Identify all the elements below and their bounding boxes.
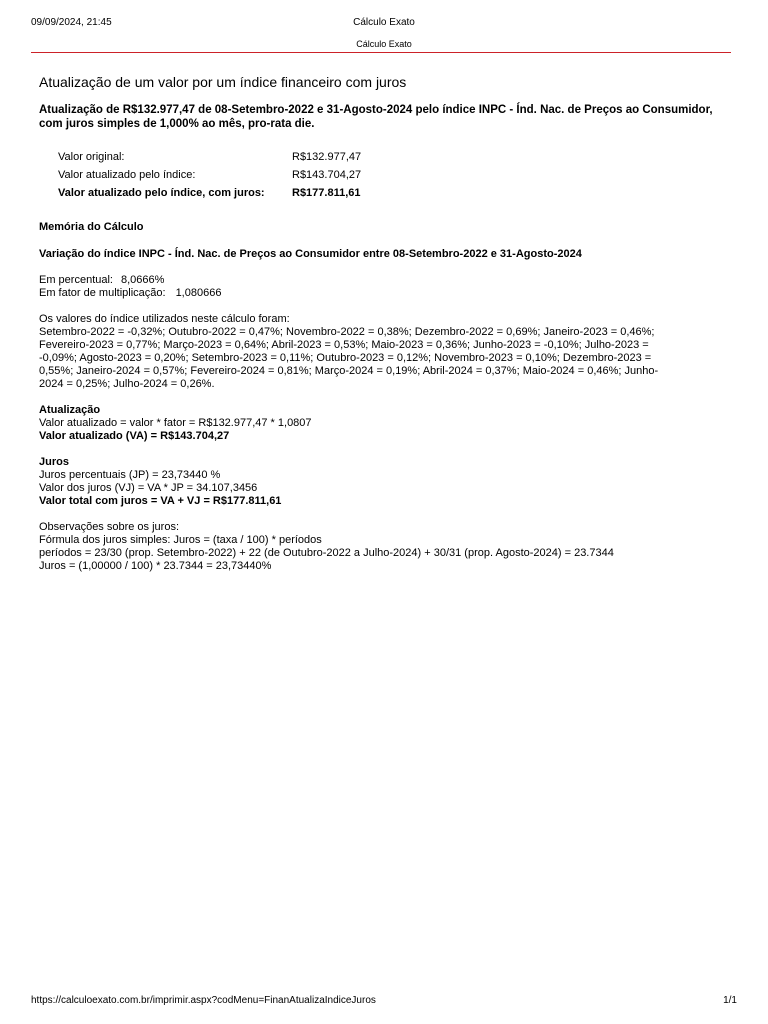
page-title: Atualização de um valor por um índice financeiro com juros xyxy=(39,74,407,90)
observacoes-line: períodos = 23/30 (prop. Setembro-2022) + 22 (de Outubro-2022 a Julho-2024) + 30/31 (prop. Agosto-2024) = 23.7344 xyxy=(39,547,614,559)
atualizacao-line: Valor atualizado = valor * fator = R$132.977,47 * 1,0807 xyxy=(39,417,312,429)
multiplier-value: 1,080666 xyxy=(175,287,222,299)
summary-label: Valor original: xyxy=(58,151,125,163)
juros-line: Juros percentuais (JP) = 23,73440 % xyxy=(39,469,221,481)
juros-line: Valor dos juros (VJ) = VA * JP = 34.107,3456 xyxy=(39,482,258,494)
juros-block xyxy=(39,456,729,508)
percent-value: 8,0666% xyxy=(120,274,165,286)
summary-value: R$177.811,61 xyxy=(292,187,361,199)
observacoes-title: Observações sobre os juros: xyxy=(39,521,180,533)
indices-line: 2024 = 0,25%; Julho-2024 = 0,26%. xyxy=(39,378,215,390)
memoria-title: Memória do Cálculo xyxy=(39,221,144,233)
summary-label: Valor atualizado pelo índice: xyxy=(58,169,196,181)
variation-values xyxy=(39,274,729,300)
observacoes-block xyxy=(39,521,729,573)
summary-value: R$132.977,47 xyxy=(292,151,362,163)
percent-line xyxy=(39,274,729,287)
observacoes-line: Fórmula dos juros simples: Juros = (taxa / 100) * períodos xyxy=(39,534,322,546)
atualizacao-title: Atualização xyxy=(39,404,101,416)
summary-value: R$143.704,27 xyxy=(292,169,362,181)
header-divider xyxy=(31,52,731,53)
summary-row-index xyxy=(58,169,361,187)
indices-block xyxy=(39,313,729,391)
percent-label: Em percentual: xyxy=(39,274,113,286)
indices-line: Fevereiro-2023 = 0,77%; Março-2023 = 0,64%; Abril-2023 = 0,53%; Maio-2023 = 0,36%; Junho-2023 = -0,10%; Julho-2023 = xyxy=(39,339,649,351)
multiplier-line xyxy=(39,287,729,300)
indices-line: Setembro-2022 = -0,32%; Outubro-2022 = 0,47%; Novembro-2022 = 0,38%; Dezembro-2022 = 0,69%; Janeiro-2023 = 0,46%; xyxy=(39,326,655,338)
summary-label: Valor atualizado pelo índice, com juros: xyxy=(58,187,265,199)
footer-page-number: 1/1 xyxy=(723,995,737,1006)
atualizacao-block xyxy=(39,404,729,443)
indices-line: 0,55%; Janeiro-2024 = 0,57%; Fevereiro-2024 = 0,81%; Março-2024 = 0,19%; Abril-2024 = 0,37%; Maio-2024 = 0,46%; Junho- xyxy=(39,365,659,377)
site-title: Cálculo Exato xyxy=(356,39,412,49)
variation-title: Variação do índice INPC - Índ. Nac. de Preços ao Consumidor entre 08-Setembro-2022 e 31-Agosto-2024 xyxy=(39,248,582,260)
indices-intro: Os valores do índice utilizados neste cálculo foram: xyxy=(39,313,290,325)
juros-title: Juros xyxy=(39,456,69,468)
multiplier-label: Em fator de multiplicação: xyxy=(39,287,166,299)
footer-url: https://calculoexato.com.br/imprimir.aspx?codMenu=FinanAtualizaIndiceJuros xyxy=(31,995,376,1006)
atualizacao-result: Valor atualizado (VA) = R$143.704,27 xyxy=(39,430,230,442)
observacoes-line: Juros = (1,00000 / 100) * 23.7344 = 23,73440% xyxy=(39,560,272,572)
summary-row-total xyxy=(58,187,361,205)
juros-total: Valor total com juros = VA + VJ = R$177.811,61 xyxy=(39,495,282,507)
indices-line: -0,09%; Agosto-2023 = 0,20%; Setembro-2023 = 0,11%; Outubro-2023 = 0,12%; Novembro-2023 = 0,10%; Dezembro-2023 = xyxy=(39,352,652,364)
print-datetime: 09/09/2024, 21:45 xyxy=(31,17,112,28)
calculation-subtitle: Atualização de R$132.977,47 de 08-Setembro-2022 e 31-Agosto-2024 pelo índice INPC - Índ. Nac. de Preços ao Consumidor, com juros simples de 1,000% ao mês, pro-rata die. xyxy=(39,104,713,130)
print-doc-title: Cálculo Exato xyxy=(353,17,415,28)
report-content xyxy=(39,74,729,573)
summary-row-original xyxy=(58,151,361,169)
summary-table xyxy=(58,151,361,205)
